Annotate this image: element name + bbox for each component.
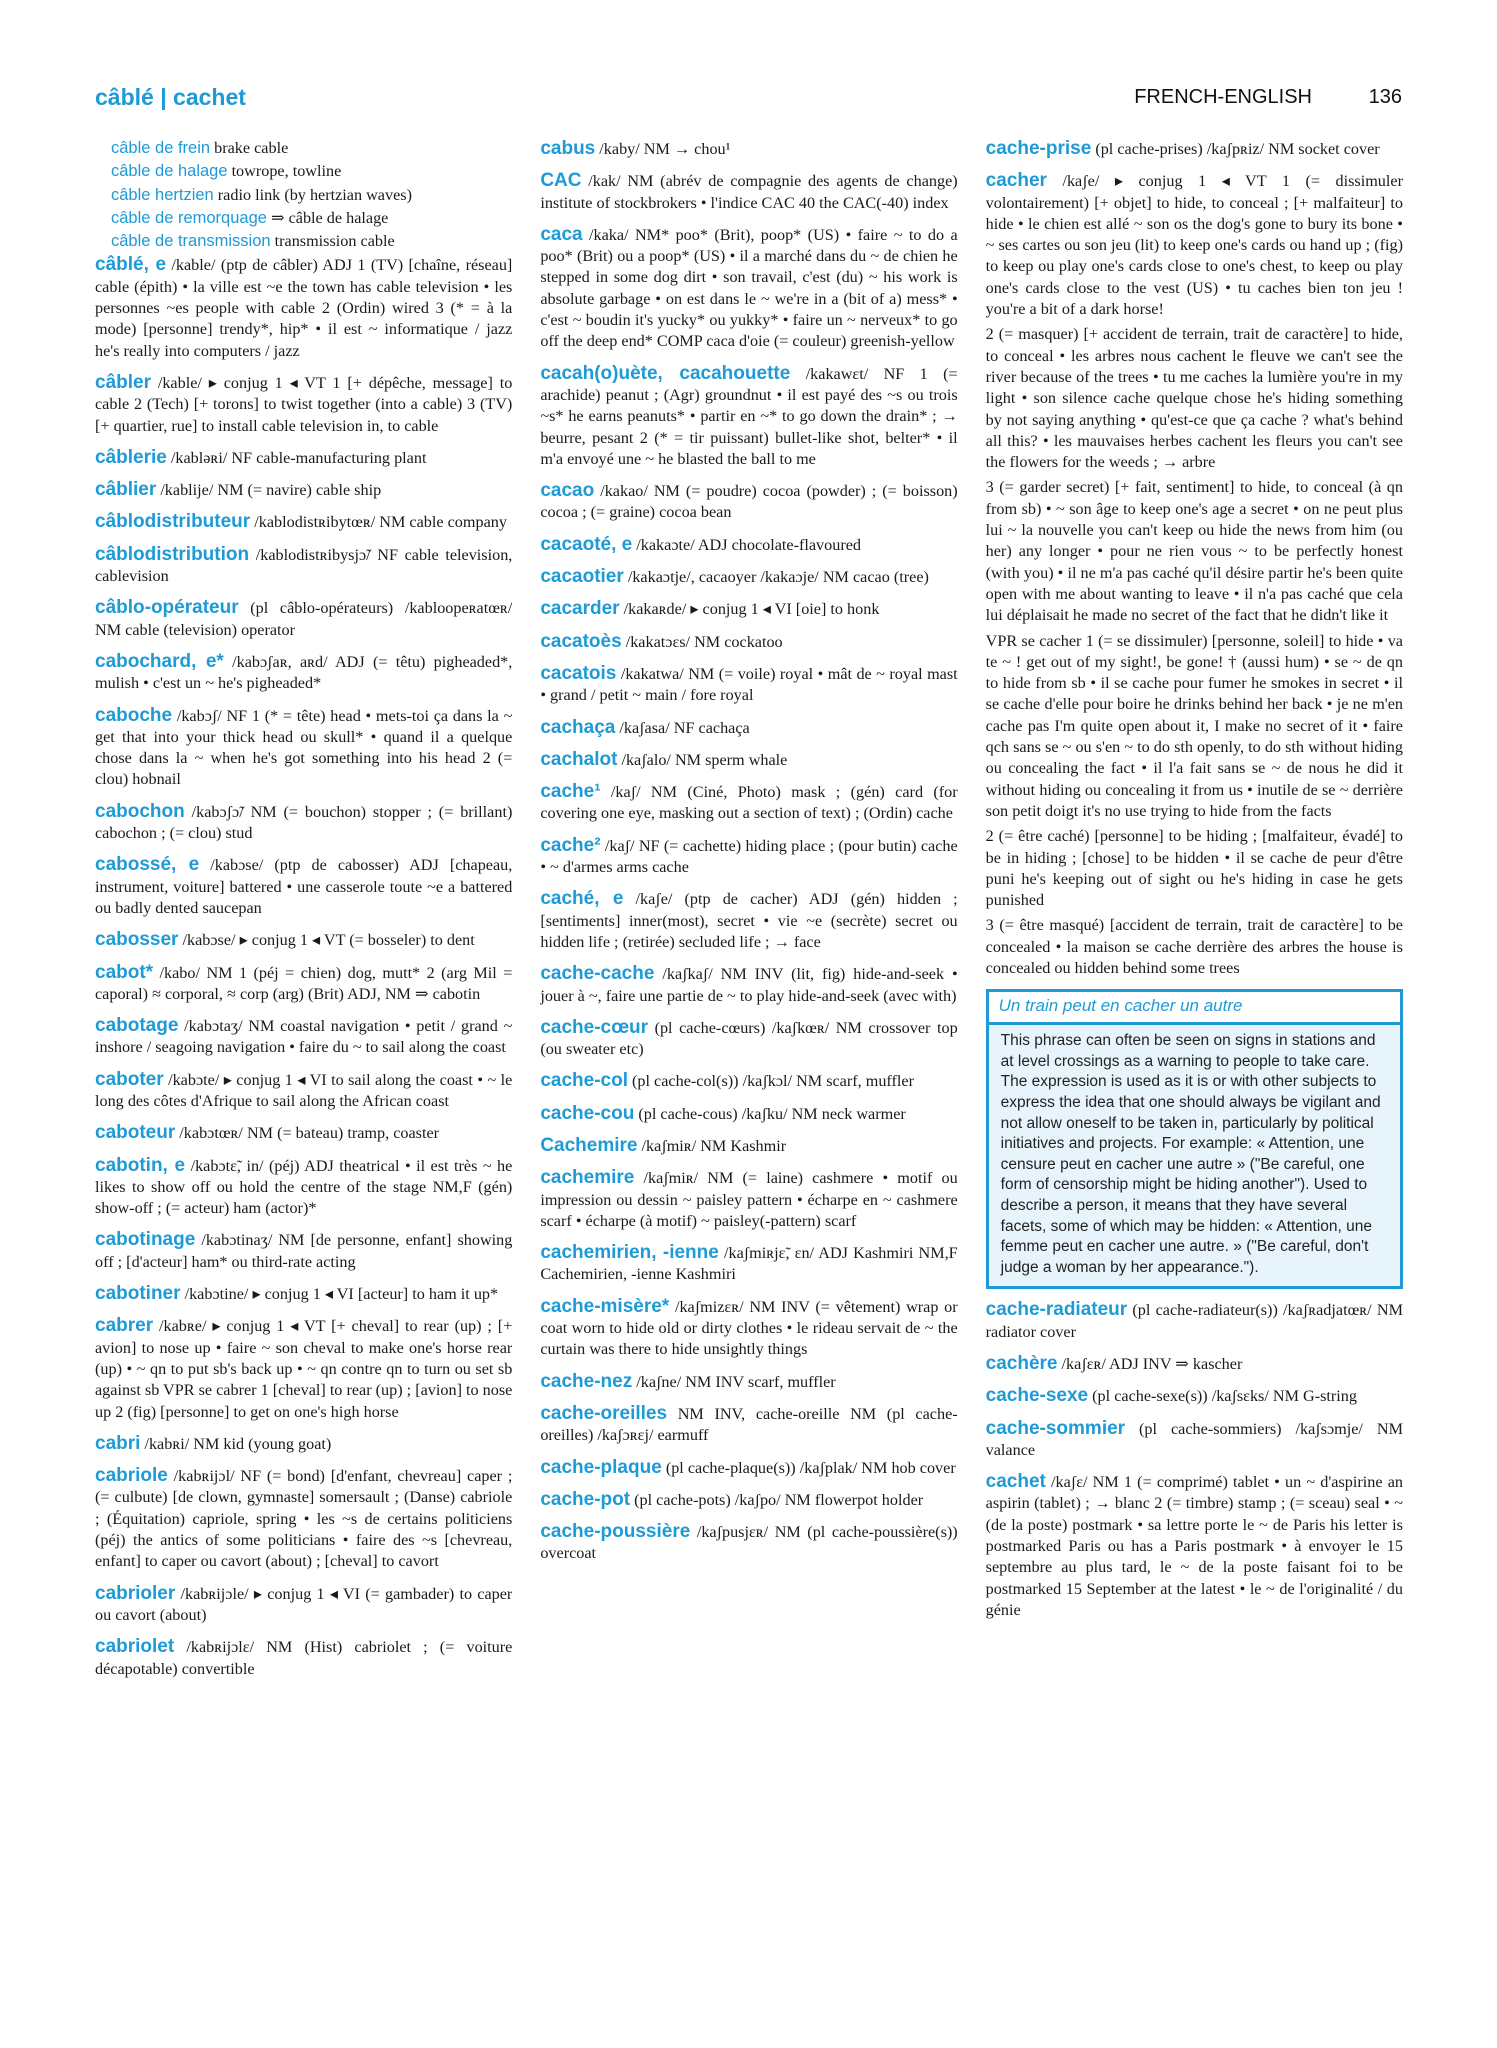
- definition: 3 (= être masqué) [accident de terrain, trait de caractère] to be concealed • la maison se cache derrière des arbres the house is concealed ou hidden behind some trees: [985, 916, 1403, 977]
- headword: cacatois: [540, 662, 617, 684]
- dictionary-entry: [986, 170, 1403, 320]
- dictionary-entry: [986, 1353, 1403, 1375]
- definition: (pl câblo-opérateurs) /kabloopeʀatœʀ/ NM cable (television) operator: [95, 599, 513, 639]
- dictionary-entry: [95, 1229, 512, 1273]
- headword: cache-cache: [540, 963, 655, 985]
- dictionary-entry: [540, 566, 957, 588]
- dictionary-entry: [986, 1299, 1403, 1343]
- definition: 2 (= masquer) [+ accident de terrain, trait de caractère] to hide, to conceal • les arbres nous cachent le fleuve we can't see the river because of the trees • tu me caches la lumière you're in my light • son silence cache quelque chose he's hiding something by not saying anything • qu'est-ce que ça cache ? what's behind all this? • les mauvaises herbes cachent les fleurs you can't see the flowers for the weeds ; → arbre: [985, 325, 1403, 472]
- headword: cabotin, e: [95, 1154, 186, 1176]
- headword: cabochon: [95, 800, 185, 822]
- dictionary-entry: [986, 631, 1403, 823]
- definition: /kable/ ▸ conjug 1 ◂ VT 1 [+ dépêche, message] to cable 2 (Tech) [+ torons] to twist together (into a cable) 3 (TV) [+ quartier, rue] to install cable television in, to cable: [95, 373, 513, 435]
- definition: /kabʀijɔle/ ▸ conjug 1 ◂ VI (= gambader) to caper ou cavort (about): [95, 1584, 513, 1624]
- headword: cache-plaque: [540, 1456, 662, 1478]
- definition: (pl cache-col(s)) /kaʃkɔl/ NM scarf, muffler: [632, 1072, 914, 1091]
- headword: cabriole: [95, 1465, 168, 1487]
- definition: radio link (by hertzian waves): [217, 185, 412, 204]
- dictionary-entry: [540, 888, 957, 953]
- headword: cache-misère*: [540, 1295, 670, 1317]
- headword: cabot*: [95, 961, 154, 983]
- definition: (pl cache-sommiers) /kaʃsɔmje/ NM valance: [985, 1419, 1403, 1459]
- headword: cache-oreilles: [540, 1402, 668, 1424]
- definition: /kabɔte/ ▸ conjug 1 ◂ VI to sail along the coast • ~ le long des côtes d'Afrique to sail along the African coast: [95, 1070, 513, 1110]
- dictionary-entry: [95, 372, 512, 437]
- headword: cabus: [540, 138, 596, 159]
- dictionary-entry: [540, 1242, 957, 1286]
- headword: cabrer: [95, 1315, 154, 1337]
- headword: cache-col: [540, 1070, 628, 1092]
- dictionary-entry: [540, 1103, 957, 1125]
- definition: /kaʃmiʀjɛ̃, ɛn/ ADJ Kashmiri NM,F Cachemirien, -ienne Kashmiri: [540, 1244, 958, 1284]
- dictionary-entry: [540, 631, 957, 653]
- headword: câblerie: [95, 446, 167, 468]
- dictionary-entry: [540, 1296, 957, 1361]
- phrase-entry: [95, 185, 512, 206]
- running-head: câblé | cachet: [95, 84, 246, 110]
- headword: cacah(o)uète, cacahouette: [540, 362, 791, 384]
- headword: cabrioler: [95, 1582, 176, 1604]
- dictionary-entry: [540, 598, 957, 620]
- headword: Cachemire: [540, 1134, 638, 1156]
- dictionary-entry: [986, 477, 1403, 626]
- headword: caboter: [95, 1068, 164, 1090]
- definition: VPR se cacher 1 (= se dissimuler) [personne, soleil] to hide • va te ~ ! get out of my sight!, be gone! † (aussi hum) • se ~ de qn to hide from sb • il se cache pour fumer he smokes in secret • il se cache d'elle pour boire he drinks behind her back • je ne m'en cache pas I'm quite open about it, I make no secret of it • faire qch sans se ~ ou s'en ~ to do sth openly, to do sth without hiding ou concealing the fact • il l'a fait sans se ~ de nous he did it without hiding ou concealing it from us • inutile de se ~ derrière son petit doigt it's no use trying to hide from the facts: [985, 631, 1403, 820]
- dictionary-entry: [540, 1371, 957, 1393]
- definition: /kabləʀi/ NF cable-manufacturing plant: [170, 448, 427, 467]
- phrase-entry: [95, 208, 512, 229]
- dictionary-entry: [986, 1385, 1403, 1407]
- dictionary-entry: [95, 801, 512, 845]
- dictionary-entry: [95, 929, 512, 951]
- definition: /kaby/ NM → chou¹: [599, 140, 731, 158]
- definition: ⇒ câble de halage: [270, 208, 389, 227]
- dictionary-entry: [986, 324, 1403, 473]
- headword: CAC: [540, 170, 582, 192]
- definition: /kabɔtinaʒ/ NM [de personne, enfant] showing off ; [d'acteur] ham* ou third-rate acting: [95, 1231, 513, 1271]
- dictionary-entry: [986, 1471, 1403, 1621]
- definition: brake cable: [214, 139, 289, 157]
- dictionary-entry: [540, 781, 957, 825]
- definition: /kaka/ NM* poo* (Brit), poop* (US) • faire ~ to do a poo* (Brit) ou a poop* (US) • il a marché dans du ~ de chien he stepped in some dog dirt • son travail, c'est (du) ~ his work is absolute garbage • on est dans le ~ we're in a (bit of a) mess* • c'est ~ boudin it's yucky* ou yukky* • faire un ~ nerveux* to go off the deep end* COMP caca d'oie (= couleur) greenish-yellow: [540, 225, 958, 351]
- definition: /kaʃmiʀ/ NM (= laine) cashmere • motif ou impression ou dessin ~ paisley pattern • écharpe en ~ cashmere scarf • écharpe (à motif) ~ paisley(-pattern) scarf: [540, 1169, 958, 1230]
- dictionary-entry: [540, 170, 957, 214]
- dictionary-entry: [540, 835, 957, 879]
- headword: cache-nez: [540, 1370, 633, 1392]
- headword: câblodistribution: [95, 543, 250, 565]
- definition: (pl cache-pots) /kaʃpo/ NM flowerpot holder: [634, 1490, 924, 1509]
- dictionary-entry: [986, 915, 1403, 979]
- dictionary-entry: [540, 534, 957, 556]
- dictionary-entry: [95, 1069, 512, 1113]
- dictionary-entry: [95, 1636, 512, 1680]
- definition: /kablije/ NM (= navire) cable ship: [160, 481, 382, 500]
- headword: cabotinage: [95, 1229, 196, 1251]
- definition: (pl cache-cœurs) /kaʃkœʀ/ NM crossover top (ou sweater etc): [540, 1018, 958, 1059]
- headword: cabotage: [95, 1015, 179, 1037]
- definition: /kabɔse/ (ptp de cabosser) ADJ [chapeau, instrument, voiture] battered • une casserole toute ~e a battered ou badly dented saucepan: [95, 856, 513, 917]
- usage-note-box: [986, 989, 1403, 1289]
- definition: /kaʃɛʀ/ ADJ INV ⇒ kascher: [1061, 1355, 1243, 1373]
- definition: /kabɔtɛ̃, in/ (péj) ADJ theatrical • il est très ~ he likes to show off ou hold the centre of the stage NM,F (gén) show-off ; (= acteur) ham (actor)*: [95, 1156, 513, 1218]
- definition: /kaʃɛ/ NM 1 (= comprimé) tablet • un ~ d'aspirine an aspirin (tablet) ; → blanc 2 (= timbre) stamp ; (= sceau) seal • ~ (de la poste) postmark • sa lettre porte le ~ de Paris his letter is postmarked Paris ou has a Paris postmark • à envoyer le 15 septembre au plus tard, le ~ de la poste faisant foi to be postmarked 15 September at the latest • le ~ de l'originalité / du génie: [985, 1473, 1403, 1619]
- dictionary-entry: [540, 717, 957, 739]
- column-3: [986, 138, 1403, 2018]
- dictionary-entry: [95, 1465, 512, 1572]
- dictionary-entry: [95, 1155, 512, 1220]
- dictionary-entry: [95, 854, 512, 919]
- headword: cacaotier: [540, 566, 624, 588]
- definition: /kakatwa/ NM (= voile) royal • mât de ~ royal mast • grand / petit ~ main / fore royal: [540, 664, 958, 705]
- definition: /kablodistʀibysjɔ̃/ NF cable television, cablevision: [95, 545, 513, 586]
- phrase-entry: [95, 138, 512, 159]
- headword: cacao: [540, 480, 595, 502]
- dictionary-entry: [540, 480, 957, 524]
- headword: cacaoté, e: [540, 533, 633, 555]
- headword: cabosser: [95, 929, 179, 951]
- definition: /kakaɔtje/, cacaoyer /kakaɔje/ NM cacao (tree): [627, 568, 929, 587]
- headword: caboche: [95, 704, 173, 726]
- headword: câblé, e: [95, 254, 167, 276]
- headword: cabotiner: [95, 1283, 181, 1305]
- dictionary-entry: [95, 479, 512, 501]
- definition: /kabɔʃɔ̃/ NM (= bouchon) stopper ; (= brillant) cabochon ; (= clou) stud: [95, 802, 513, 843]
- dictionary-entry: [95, 511, 512, 533]
- headword: cache-pot: [540, 1488, 631, 1510]
- headword: câble hertzien: [111, 185, 214, 204]
- dictionary-entry: [95, 1283, 512, 1305]
- definition: /kakawɛt/ NF 1 (= arachide) peanut ; (Agr) groundnut • il est payé des ~s ou trois ~s* he earns peanuts* • partir en ~* to go down the drain* ; → beurre, pesant 2 (* = tir puissant) bullet-like shot, belter* • il m'a envoyé une ~ he blasted the ball to me: [540, 364, 958, 468]
- headword: cache-prise: [985, 138, 1092, 159]
- dictionary-entry: [986, 138, 1403, 160]
- dictionary-entry: [95, 705, 512, 791]
- definition: /kabʀijɔl/ NF (= bond) [d'enfant, chevreau] caper ; (= culbute) [de clown, gymnaste] somersault ; (Danse) cabriole ; (Équitation) capriole, spring • les ~s de certains politiciens (péj) the antics of some politicians • faire des ~s [chevreau, enfant] to caper ou cavort (about) ; [cheval] to cavort: [95, 1467, 513, 1571]
- dictionary-entry: [95, 962, 512, 1006]
- definition: /kabɔʃ/ NF 1 (* = tête) head • mets-toi ça dans la ~ get that into your thick head ou skull* • quand il a quelque chose dans la ~ when he's got something into his head 2 (= clou) hobnail: [95, 706, 513, 789]
- dictionary-entry: [540, 1167, 957, 1232]
- definition: /kabʀe/ ▸ conjug 1 ◂ VT [+ cheval] to rear (up) ; [+ avion] to nose up • faire ~ son cheval to make one's horse rear (up) • ~ qn to put sb's back up • ~ qn contre qn to turn ou set sb against sb VPR se cabrer 1 [cheval] to rear (up) ; [avion] to nose up 2 (fig) [personne] to get on one's high horse: [95, 1317, 513, 1421]
- dictionary-entry: [540, 1403, 957, 1447]
- headword: cache-sexe: [985, 1385, 1089, 1407]
- usage-note-text: This phrase can often be seen on signs in stations and at level crossings as a warning to people to take care. The expression is used as it is or with other subjects to express the idea that one should always be vigilant and not allow oneself to be taken in, particularly by political initiatives and projects. For example: « Attention, une censure peut en cacher une autre » ("Be careful, one form of censorship might be hiding another"). Used to describe a person, it means that they have several facets, some of which may be hidden: « Attention, une femme peut en cacher une autre. » ("Be careful, don't judge a woman by her appearance.").: [1000, 1032, 1381, 1276]
- definition: /kaʃkaʃ/ NM INV (lit, fig) hide-and-seek • jouer à ~, faire une partie de ~ to play hide-and-seek (avec with): [540, 965, 958, 1005]
- definition: /kakaɔte/ ADJ chocolate-flavoured: [636, 535, 862, 554]
- page-header: [95, 84, 1402, 124]
- headword: cabriolet: [95, 1636, 175, 1658]
- definition: /kabʀijɔlɛ/ NM (Hist) cabriolet ; (= voiture décapotable) convertible: [95, 1638, 513, 1678]
- definition: (pl cache-cous) /kaʃku/ NM neck warmer: [638, 1104, 906, 1123]
- headword: cache-cœur: [540, 1016, 649, 1038]
- dictionary-entry: [95, 1315, 512, 1422]
- dictionary-entry: [540, 749, 957, 771]
- headword: cacatoès: [540, 630, 622, 652]
- dictionary-entry: [540, 1017, 957, 1061]
- usage-note-title: Un train peut en cacher un autre: [989, 992, 1400, 1025]
- dictionary-columns: [95, 138, 1403, 2018]
- headword: cabossé, e: [95, 854, 200, 876]
- headword: cachet: [985, 1471, 1046, 1493]
- definition: /kabɔtaʒ/ NM coastal navigation • petit / grand ~ inshore / seagoing navigation • faire du ~ to sail along the coast: [95, 1017, 513, 1057]
- definition: 2 (= être caché) [personne] to be hiding ; [malfaiteur, évadé] to be in hiding ; [chose] to be hidden • il se cache de peur d'être puni he's keeping out of sight ou he's hiding in case he gets punished: [985, 827, 1403, 910]
- definition: /kakaʀde/ ▸ conjug 1 ◂ VI [oie] to honk: [623, 600, 880, 619]
- definition: /kaʃne/ NM INV scarf, muffler: [636, 1372, 836, 1391]
- headword: cachemirien, -ienne: [540, 1242, 719, 1264]
- headword: câble de frein: [111, 139, 211, 157]
- dictionary-entry: [95, 1015, 512, 1059]
- headword: cachemire: [540, 1167, 635, 1189]
- dictionary-entry: [540, 224, 957, 353]
- definition: (pl cache-sexe(s)) /kaʃsɛks/ NM G-string: [1092, 1387, 1357, 1406]
- dictionary-entry: [95, 254, 512, 361]
- dictionary-entry: [95, 447, 512, 469]
- dictionary-entry: [95, 544, 512, 588]
- dictionary-entry: [540, 663, 957, 707]
- dictionary-entry: [540, 1070, 957, 1092]
- dictionary-entry: [95, 651, 512, 695]
- headword: câble de halage: [111, 162, 228, 181]
- definition: (pl cache-radiateur(s)) /kaʃʀadjatœʀ/ NM radiator cover: [985, 1301, 1403, 1341]
- dictionary-entry: [540, 963, 957, 1007]
- definition: /kaʃe/ ▸ conjug 1 ◂ VT 1 (= dissimuler volontairement) [+ objet] to hide, to conceal ; [+ malfaiteur] to hide • le chien est allé ~ son os the dog's gone to bury its bone • ~ ses cartes ou son jeu (lit) to keep one's cards ou hand up ; (fig) to keep ou play one's cards close to one's chest, to keep ou play one's cards close to the vest (US) • tu caches bien ton jeu ! you're a bit of a dark horse!: [985, 172, 1403, 319]
- definition: /kaʃalo/ NM sperm whale: [621, 750, 788, 769]
- headword: câble de transmission: [111, 232, 271, 251]
- headword: caché, e: [540, 888, 624, 910]
- headword: câble de remorquage: [111, 208, 267, 227]
- definition: /kabʀi/ NM kid (young goat): [144, 1434, 332, 1453]
- dictionary-entry: [95, 597, 512, 641]
- definition: /kakatɔɛs/ NM cockatoo: [625, 632, 783, 651]
- definition: /kablodistʀibytœʀ/ NM cable company: [254, 513, 507, 532]
- definition: /kabo/ NM 1 (péj = chien) dog, mutt* 2 (arg Mil = caporal) ≈ corporal, ≈ corp (arg) (Brit) ADJ, NM ⇒ cabotin: [95, 963, 513, 1003]
- phrase-entry: [95, 161, 512, 182]
- definition: /kabɔtœʀ/ NM (= bateau) tramp, coaster: [179, 1124, 440, 1143]
- definition: /kabɔtine/ ▸ conjug 1 ◂ VI [acteur] to ham it up*: [184, 1285, 499, 1304]
- headword: cache²: [540, 834, 601, 856]
- headword: cache-radiateur: [985, 1299, 1128, 1321]
- definition: (pl cache-prises) /kaʃpʀiz/ NM socket cover: [1095, 140, 1380, 158]
- dictionary-entry: [540, 1521, 957, 1565]
- definition: towrope, towline: [231, 162, 342, 181]
- headword: cachalot: [540, 748, 618, 770]
- definition: NM INV, cache-oreille NM (pl cache-oreilles) /kaʃɔʀɛj/ earmuff: [540, 1404, 958, 1445]
- headword: cache-cou: [540, 1102, 635, 1124]
- definition: /kabɔse/ ▸ conjug 1 ◂ VT (= bosseler) to dent: [182, 931, 475, 950]
- headword: cacarder: [540, 598, 620, 620]
- headword: caboteur: [95, 1122, 176, 1144]
- definition: /kabɔʃaʀ, aʀd/ ADJ (= têtu) pigheaded*, mulish • c'est un ~ he's pigheaded*: [95, 652, 513, 693]
- headword: cacher: [985, 170, 1047, 192]
- definition: /kakao/ NM (= poudre) cocoa (powder) ; (= boisson) cocoa ; (= graine) cocoa bean: [540, 482, 958, 522]
- dictionary-entry: [540, 1457, 957, 1479]
- headword: câblier: [95, 479, 157, 501]
- dictionary-entry: [986, 826, 1403, 911]
- dictionary-entry: [95, 1122, 512, 1144]
- headword: cabri: [95, 1432, 141, 1454]
- definition: /kaʃ/ NM (Ciné, Photo) mask ; (gén) card (for covering one eye, masking out a section of text) ; (Ordin) cache: [540, 783, 958, 823]
- definition: /kaʃasa/ NF cachaça: [619, 718, 750, 737]
- headword: cache-poussière: [540, 1521, 691, 1543]
- headword: cache¹: [540, 781, 601, 803]
- column-1: [95, 138, 512, 2018]
- definition: /kaʃpusjɛʀ/ NM (pl cache-poussière(s)) overcoat: [540, 1523, 958, 1563]
- headword: cachère: [985, 1353, 1058, 1374]
- headword: cabochard, e*: [95, 650, 224, 672]
- dictionary-entry: [95, 1583, 512, 1627]
- dictionary-entry: [540, 138, 957, 160]
- dictionary-entry: [540, 363, 957, 470]
- page-number: 136: [1368, 86, 1402, 108]
- headword: cachaça: [540, 716, 616, 738]
- dictionary-entry: [95, 1433, 512, 1455]
- dictionary-entry: [540, 1135, 957, 1157]
- definition: (pl cache-plaque(s)) /kaʃplak/ NM hob cover: [665, 1458, 956, 1477]
- definition: /kaʃe/ (ptp de cacher) ADJ (gén) hidden ; [sentiments] inner(most), secret • vie ~e (secrète) secret ou hidden life ; (retirée) secluded life ; → face: [540, 890, 958, 951]
- column-2: [540, 138, 957, 2018]
- definition: /kaʃ/ NF (= cachette) hiding place ; (pour butin) cache • ~ d'armes arms cache: [540, 836, 958, 877]
- headword: câblo-opérateur: [95, 597, 239, 619]
- definition: /kaʃmizɛʀ/ NM INV (= vêtement) wrap or coat worn to hide old or dirty clothes • le rideau servait de ~ the curtain was there to hide unsightly things: [540, 1297, 958, 1359]
- definition: /kaʃmiʀ/ NM Kashmir: [641, 1136, 787, 1155]
- definition: transmission cable: [274, 232, 395, 251]
- headword: cache-sommier: [985, 1417, 1126, 1439]
- definition: /kable/ (ptp de câbler) ADJ 1 (TV) [chaîne, réseau] cable (épith) • la ville est ~e the town has cable television • les personnes ~es people with cable 2 (Ordin) wired 3 (* = à la mode) [personne] trendy*, hip* • il est ~ informatique / jazz he's really into computers / jazz: [95, 256, 513, 360]
- phrase-entry: [95, 231, 512, 252]
- headword: câblodistributeur: [95, 511, 251, 533]
- definition: 3 (= garder secret) [+ fait, sentiment] to hide, to conceal (à qn from sb) • ~ son âge to keep one's age a secret • on ne peut plus lui ~ la nouvelle you can't keep ou hide the news from him (ou her) any longer • pour ne rien vous ~ to be perfectly honest (with you) • il ne m'a pas caché qu'il désire partir he's been quite open with me about wanting to leave • il n'a pas caché que cela lui déplaisait he made no secret of the fact that he didn't like it: [985, 478, 1403, 625]
- dictionary-entry: [986, 1418, 1403, 1462]
- dictionary-entry: [540, 1489, 957, 1511]
- headword: câbler: [95, 371, 151, 393]
- definition: /kak/ NM (abrév de compagnie des agents de change) institute of stockbrokers • l'indice CAC 40 the CAC(-40) index: [540, 172, 958, 212]
- section-label: FRENCH-ENGLISH: [1134, 86, 1312, 108]
- headword: caca: [540, 223, 583, 245]
